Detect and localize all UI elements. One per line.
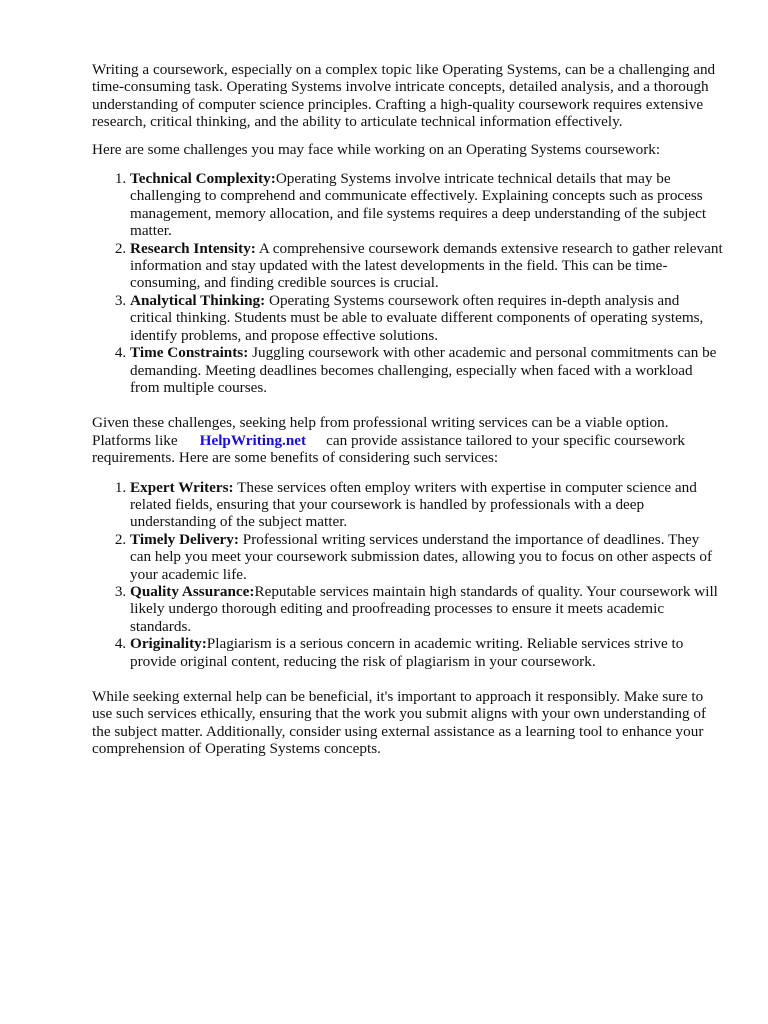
list-item-term: Analytical Thinking: [130, 291, 266, 309]
list-item [130, 344, 724, 396]
list-item-term: Timely Delivery: [130, 530, 239, 548]
challenges-list [92, 170, 724, 396]
services-text-after: can provide assistance tailored to your specific coursework requirements. Here are some benefits of considering such services: [92, 431, 685, 467]
benefits-list [92, 479, 724, 670]
intro-paragraph: Writing a coursework, especially on a complex topic like Operating Systems, can be a challenging and time-consuming task. Operating Systems involve intricate concepts, detailed analysis, and a thorough understanding of computer science principles. Crafting a high-quality coursework requires extensive research, critical thinking, and the ability to articulate technical information effectively. [92, 61, 716, 131]
list-item [130, 170, 724, 240]
document-page [92, 61, 724, 768]
list-item [130, 292, 724, 344]
list-item-text: A comprehensive coursework demands extensive research to gather relevant information and stay updated with the latest developments in the field. This can be time-consuming, and finding credible sources is crucial. [130, 239, 723, 292]
list-item-text: Reputable services maintain high standards of quality. Your coursework will likely undergo thorough editing and proofreading processes to ensure it meets academic standards. [130, 582, 718, 635]
challenges-intro: Here are some challenges you may face while working on an Operating Systems coursework: [92, 140, 661, 158]
services-paragraph [92, 414, 724, 466]
list-item-term: Originality: [130, 635, 207, 653]
list-item-text: These services often employ writers with expertise in computer science and related fields, ensuring that your coursework is handled by professionals with a deep understanding of the subject matter. [130, 478, 697, 531]
list-item-text: Juggling coursework with other academic and personal commitments can be demanding. Meeting deadlines becomes challenging, especially when faced with a workload from multiple courses. [130, 344, 717, 396]
list-item-text: Operating Systems involve intricate technical details that may be challenging to comprehend and communicate effectively. Explaining concepts such as process management, memory allocation, and file systems requires a deep understanding of the subject matter. [130, 170, 707, 240]
list-item-term: Research Intensity: [130, 239, 256, 257]
closing-paragraph: While seeking external help can be beneficial, it's important to approach it responsibly. Make sure to use such services ethically, ensuring that the work you submit aligns with your own understanding of the subject matter. Additionally, consider using external assistance as a learning tool to enhance your comprehension of Operating Systems concepts. [92, 688, 706, 758]
list-item [130, 583, 724, 635]
helpwriting-link[interactable]: HelpWriting.net [199, 431, 307, 449]
list-item-term: Expert Writers: [130, 478, 234, 496]
list-item-text: Operating Systems coursework often requires in-depth analysis and critical thinking. Students must be able to evaluate different components of operating systems, identify problems, and propose effective solutions. [130, 291, 704, 344]
list-item-term: Quality Assurance: [130, 582, 255, 600]
list-item [130, 479, 724, 531]
list-item [130, 531, 724, 583]
services-text-before: Given these challenges, seeking help from professional writing services can be a viable option. Platforms like [92, 414, 669, 449]
list-item-term: Time Constraints: [130, 344, 249, 362]
list-item-term: Technical Complexity: [130, 170, 276, 188]
list-item [130, 635, 724, 670]
list-item-text: Professional writing services understand the importance of deadlines. They can help you meet your coursework submission dates, allowing you to focus on other aspects of your academic life. [130, 530, 713, 583]
list-item [130, 240, 724, 292]
list-item-text: Plagiarism is a serious concern in academic writing. Reliable services strive to provide original content, reducing the risk of plagiarism in your coursework. [130, 635, 684, 670]
